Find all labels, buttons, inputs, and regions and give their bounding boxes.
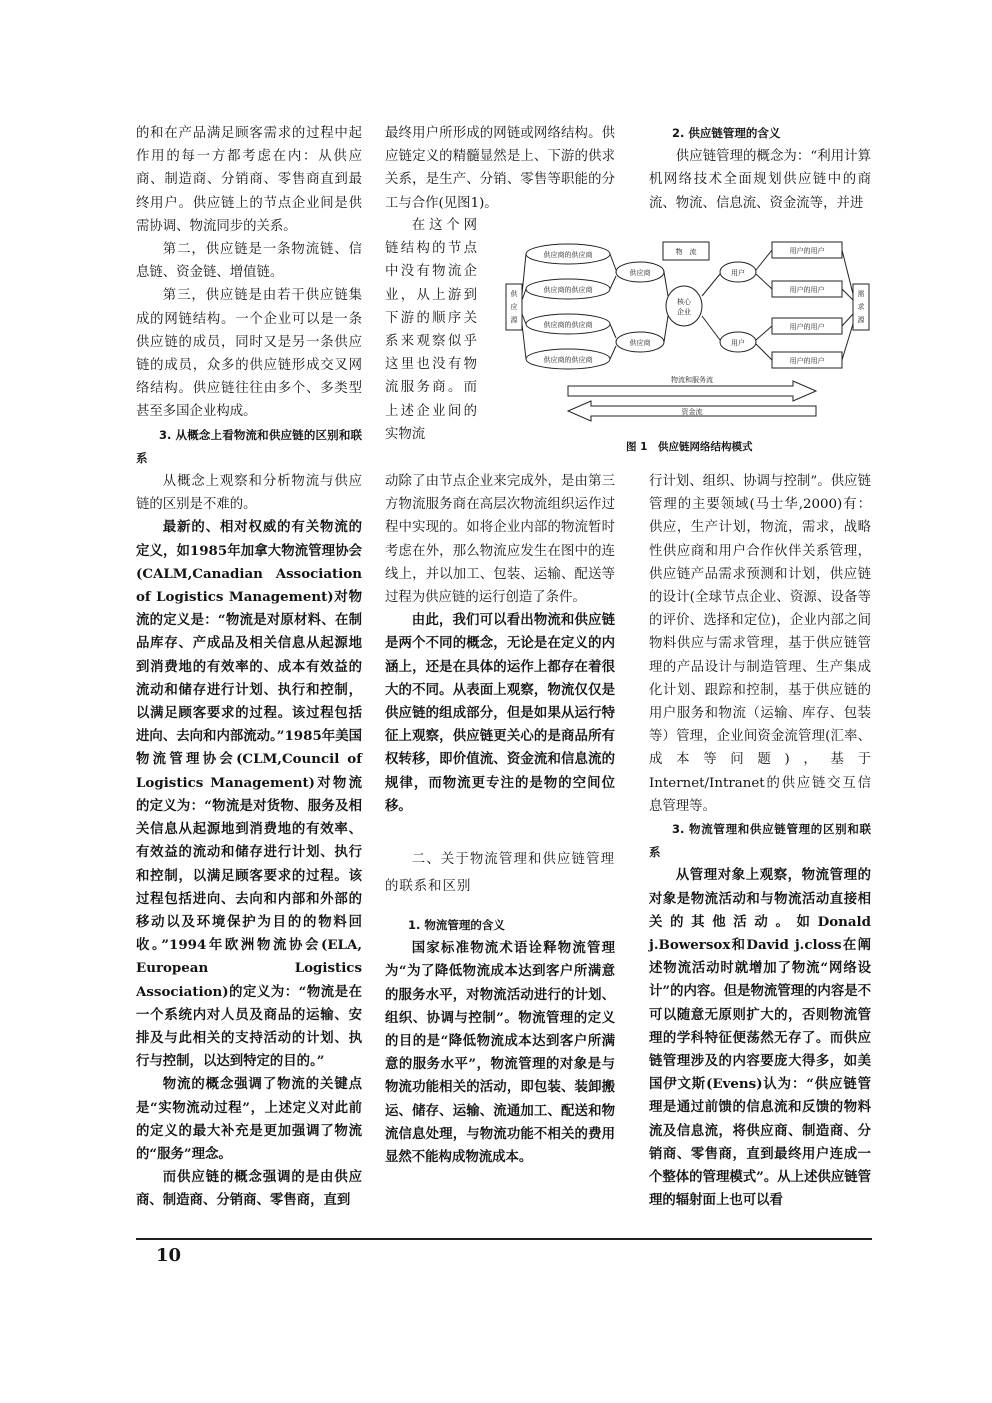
demand-label-char: 需	[857, 290, 865, 298]
footer-rule	[136, 1238, 872, 1240]
node-label: 供应商的供应商	[543, 286, 593, 294]
column-3-top	[649, 122, 871, 215]
link-line	[842, 250, 853, 360]
node-label: 供应商的供应商	[543, 356, 593, 364]
paragraph: 从管理对象上观察，物流管理的对象是物流活动和与物流活动直接相关的其他活动。如Donald j.Bowersox和David j.closs在阐述物流活动时就增加了物流“网络设计”的内容。但是物流管理的内容是不可以随意无原则扩大的，否则物流管理的学科特征便荡然无存了。而供应链管理涉及的内容要庞大得多，如美国伊文斯(Evens)认为：“供应链管理是通过前馈的信息流和反馈的物料流及信息流，将供应商、制造商、分销商、零售商，直到最终用户连成一个整体的管理模式”。从上述供应链管理的辐射面上也可以看	[649, 867, 871, 1209]
node-label: 供应商的供应商	[543, 251, 593, 259]
node-label: 用户	[731, 339, 745, 347]
column-2-narrow	[385, 214, 477, 446]
node-label: 供应商	[629, 269, 651, 277]
link-line	[610, 254, 616, 359]
page-number: 10	[156, 1245, 182, 1266]
subsection-heading: 3. 物流管理和供应链管理的区别和联系	[649, 822, 871, 860]
section-heading: 3. 从概念上看物流和供应链的区别和联系	[136, 427, 362, 465]
column-2-top	[385, 122, 615, 215]
core-enterprise-node	[666, 286, 702, 326]
source-label-char: 应	[510, 303, 518, 311]
paragraph: 而供应链的概念强调的是由供应商、制造商、分销商、零售商，直到	[136, 1169, 362, 1209]
demand-label-char: 源	[857, 316, 865, 324]
core-label: 核心	[677, 298, 691, 306]
subsection-heading: 2. 供应链管理的含义	[672, 126, 781, 140]
column-1	[136, 122, 362, 1213]
paragraph: 从概念上观察和分析物流与供应链的区别是不难的。	[136, 474, 362, 513]
paragraph: 物流的概念强调了物流的关键点是“实物流动过程”，上述定义对此前的定义的最大补充是更加强调了物流的“服务”理念。	[136, 1076, 362, 1162]
paragraph: 在这个网链结构的节点中没有物流企业，从上游到下游的顺序关系来观察似乎这里也没有物流服务商。而上述企业间的实物流	[385, 218, 477, 442]
paragraph: 供应链管理的概念为：“利用计算机网络技术全面规划供应链中的商流、物流、信息流、资金流等，并进	[649, 149, 871, 211]
node-label: 物 流	[675, 248, 697, 256]
paragraph: 行计划、组织、协调与控制”。供应链管理的主要领域(马士华,2000)有：供应，生产计划，物流，需求，战略性供应商和用户合作伙伴关系管理，供应链产品需求预测和计划，供应链的设计(全球节点企业、资源、设备等的评价、选择和定位)，企业内部之间物料供应与需求管理，基于供应链管理的产品设计与制造管理、生产集成化计划、跟踪和控制，基于供应链的用户服务和物流（运输、库存、包装等）管理，企业间资金流管理(汇率、成本等问题)，基于Internet/Intranet的供应链交互信息管理等。	[649, 474, 871, 814]
supply-chain-diagram	[498, 234, 878, 430]
paragraph: 国家标准物流术语诠释物流管理为“为了降低物流成本达到客户所满意的服务水平，对物流活动进行的计划、组织、协调与控制”。物流管理的定义的目的是“降低物流成本达到客户所满意的服务水平”，物流管理的对象是与物流功能相关的活动，即包装、装卸搬运、储存、运输、流通加工、配送和物流信息处理，与物流功能不相关的费用显然不能构成物流成本。	[385, 940, 615, 1166]
column-3-bottom	[649, 470, 871, 1213]
node-label: 用户的用户	[789, 286, 825, 294]
link-line	[522, 254, 526, 359]
paragraph: 的和在产品满足顾客需求的过程中起作用的每一方都考虑在内：从供应商、制造商、分销商、零售商直到最终用户。供应链上的节点企业间是供需协调、物流同步的关系。	[136, 126, 362, 234]
paragraph: 第三，供应链是由若干供应链集成的网链结构。一个企业可以是一条供应链的成员，同时又是另一条供应链的成员，众多的供应链形成交叉网络结构。供应链往往由多个、多类型甚至多国企业构成。	[136, 288, 362, 420]
demand-label-char: 求	[857, 303, 865, 311]
source-label-char: 供	[510, 290, 518, 298]
subsection-heading: 1. 物流管理的含义	[408, 918, 505, 933]
node-label: 用户的用户	[789, 357, 825, 365]
source-label-char: 源	[510, 316, 518, 324]
paragraph: 最终用户所形成的网链或网络结构。供应链定义的精髓显然是上、下游的供求关系，是生产、分销、零售等职能的分工与合作(见图1)。	[385, 126, 615, 211]
column-2-bottom	[385, 470, 615, 1169]
paragraph: 动除了由节点企业来完成外，是由第三方物流服务商在高层次物流组织运作过程中实现的。如将企业内部的物流暂时考虑在外，那么物流应发生在图中的连线上，并以加工、包装、运输、配送等过程为供应链的运行创造了条件。	[385, 474, 615, 606]
node-label: 用户的用户	[789, 323, 825, 331]
flow-label: 物流和服务流	[671, 376, 713, 384]
paragraph: 由此，我们可以看出物流和供应链是两个不同的概念，无论是在定义的内涵上，还是在具体的运作上都存在着很大的不同。从表面上观察，物流仅仅是供应链的组成部分，但是如果从运行特征上观察，供应链更关心的是商品所有权转移，即价值流、资金流和信息流的规律，而物流更专注的是物的空间位移。	[385, 612, 615, 814]
section-heading: 二、关于物流管理和供应链管理的联系和区别	[385, 852, 615, 895]
material-flow-arrow	[568, 381, 816, 401]
paragraph: 第二，供应链是一条物流链、信息链、资金链、增值链。	[136, 242, 362, 281]
flow-label: 资金流	[681, 408, 703, 416]
core-label: 企业	[677, 308, 691, 316]
node-label: 用户的用户	[789, 247, 825, 255]
node-label: 用户	[731, 269, 745, 277]
node-label: 供应商的供应商	[543, 321, 593, 329]
paragraph: 最新的、相对权威的有关物流的定义，如1985年加拿大物流管理协会(CALM,Canadian Association of Logistics Management)对物流的定义是：“物流是对原材料、在制品库存、产成品及相关信息从起源地到消费地的有效率的、成本有效益的流动和储存进行计划、执行和控制，以满足顾客要求的过程。该过程包括进向、去向和内部流动。”1985年美国物流管理协会(CLM,Council of Logistics Management)对物流的定义为：“物流是对货物、服务及相关信息从起源地到消费地的有效率、有效益的流动和储存进行计划、执行和控制，以满足顾客要求的过程。该过程包括进向、去向和内部和外部的移动以及环境保护为目的的物料回收。”1994年欧洲物流协会(ELA, European Logistics Association)的定义为：“物流是在一个系统内对人员及商品的运输、安排及与此相关的支持活动的计划、执行与控制，以达到特定的目的。”	[136, 519, 362, 1070]
figure-caption: 图 1 供应链网络结构模式	[626, 441, 753, 453]
link-line	[756, 250, 772, 360]
node-label: 供应商	[629, 339, 651, 347]
link-line	[702, 274, 720, 340]
